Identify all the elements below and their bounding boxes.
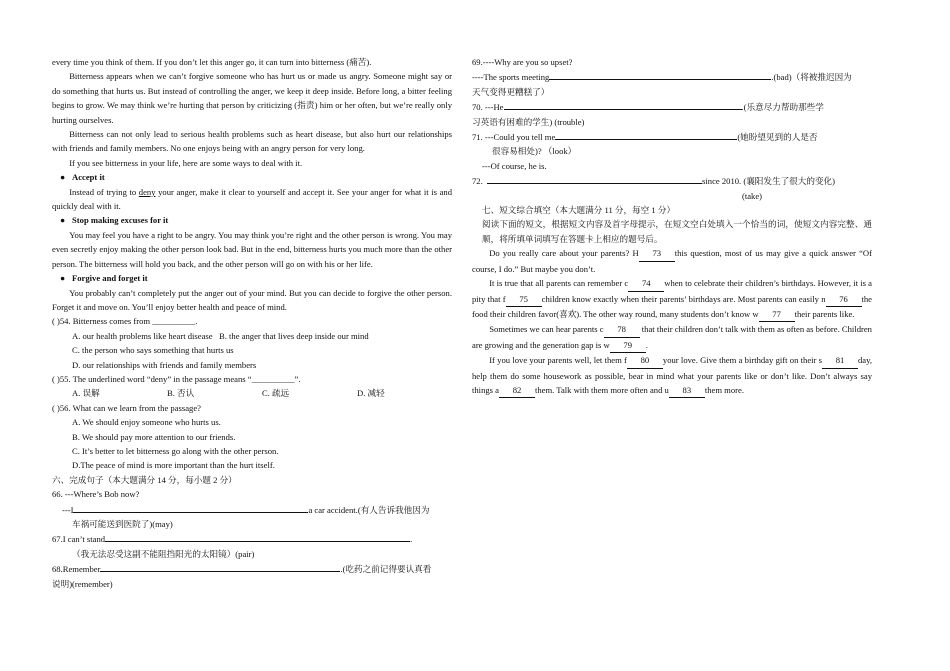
question-70: 70. ---He .(乐意尽力帮助那些学 <box>472 99 872 114</box>
bullet-heading: ● Forgive and forget it <box>52 271 452 285</box>
options-row <box>52 386 452 400</box>
cloze-paragraph: It is true that all parents can remember c 74 when to celebrate their children’s birthdays. However, it is a pity that f 75 children know exactly when their parents’ birthdays are. Most parents can easily n 76 the food their children favor(喜欢). The other way round, many students don’t know w 77 their parents like. <box>472 276 872 322</box>
option: C. 疏远 <box>262 388 290 399</box>
option: C. It’s better to let bitterness go along with the other person. <box>72 445 279 456</box>
question-69-answer: ----The sports meeting .(bad)（将被推迟因为 <box>472 69 872 84</box>
right-column <box>472 55 872 398</box>
answer-blank[interactable] <box>73 502 308 513</box>
question-hint: 习英语有困难的学生) (trouble) <box>472 116 585 127</box>
bullet-icon: ● <box>60 215 66 226</box>
left-column <box>52 55 452 591</box>
cloze-paragraph: If you love your parents well, let them f 80 your love. Give them a birthday gift on their s 81 day, help them do some housework as possible, bear in mind what your parents like or don’t like. Don’t always say things a 82 them. Talk with them more often and u 83 them more. <box>472 353 872 398</box>
option: A. 误解 <box>72 388 100 399</box>
question-72: 72. since 2010. (襄阳发生了很大的变化) <box>472 173 872 188</box>
passage-paragraph: You probably can’t completely put the anger out of your mind. But you can decide to forgive the other person. Forget it and move on. You’ll enjoy better health and peace of mind. <box>52 287 452 312</box>
blank-81[interactable]: 81 <box>822 353 858 368</box>
answer-blank[interactable] <box>105 531 410 542</box>
blank-82[interactable]: 82 <box>499 383 535 398</box>
option: B. 否认 <box>167 388 195 399</box>
passage-paragraph: Bitterness can not only lead to serious health problems such as heart disease, but also hurt our relationships with friends and family members. No one enjoys being with an angry person for very long. <box>52 129 452 154</box>
passage-paragraph: Instead of trying to deny your anger, make it clear to yourself and accept it. See your anger for what it is and quickly deal with it. <box>52 186 452 212</box>
question-hint: 天气变得更糟糕了） <box>472 86 550 97</box>
question-71-reply: ---Of course, he is. <box>482 160 547 171</box>
question-54: ( )54. Bitterness comes from __________. <box>52 316 198 327</box>
instructions: 阅读下面的短文，根据短文内容及首字母提示，在短文空白处填入一个恰当的词，使短文内容完整、通顺，将所填单词填写在答题卡上相应的题号后。 <box>482 219 872 244</box>
blank-73[interactable]: 73 <box>639 246 675 261</box>
passage-paragraph: every time you think of them. If you don’t let this anger go, it can turn into bitterness (痛苦). <box>52 57 372 67</box>
option: B. We should pay more attention to our friends. <box>72 431 236 442</box>
bullet-icon: ● <box>60 273 66 284</box>
blank-78[interactable]: 78 <box>604 322 640 337</box>
answer-blank[interactable] <box>504 99 742 110</box>
option: D. 减轻 <box>357 388 385 399</box>
question-66: 66. ---Where’s Bob now? <box>52 489 140 500</box>
question-66-answer: ---I a car accident.(有人告诉我他因为 <box>52 502 452 517</box>
passage-paragraph: Bitterness appears when we can’t forgive someone who has hurt us or made us angry. Someone might say or do something that hurts us. But instead of controlling the anger, we keep it deep inside. Before long, a bitter feeling begins to grow. We may think we’re hurting that person by criticizing (指责) him or her often, but we’re really only hurting ourselves. <box>52 71 452 125</box>
question-55: ( )55. The underlined word “deny” in the passage means “__________”. <box>52 373 301 384</box>
option: A. our health problems like heart disease B. the anger that lives deep inside our mind <box>72 330 369 341</box>
section-heading: 七、短文综合填空（本大题满分 11 分，每空 1 分） <box>482 205 676 216</box>
bullet-heading: ● Stop making excuses for it <box>52 213 452 227</box>
question-hint: 说明)(remember) <box>52 578 113 589</box>
blank-79[interactable]: 79 <box>610 338 646 353</box>
answer-blank[interactable] <box>487 173 702 184</box>
blank-80[interactable]: 80 <box>627 353 663 368</box>
cloze-paragraph: Sometimes we can hear parents c 78 that their children don’t talk with them as often as before. Children are growing and the generation gap is w 79 . <box>472 322 872 353</box>
option: A. We should enjoy someone who hurts us. <box>72 417 221 428</box>
question-69: 69.----Why are you so upset? <box>472 57 573 67</box>
answer-blank[interactable] <box>549 69 771 80</box>
question-71: 71. ---Could you tell me (她盼望见到的人是否 <box>472 129 872 144</box>
question-68: 68.Remember .(吃药之前记得要认真看 <box>52 561 452 576</box>
option: D. our relationships with friends and family members <box>72 359 257 370</box>
blank-74[interactable]: 74 <box>628 276 664 291</box>
blank-75[interactable]: 75 <box>506 292 542 307</box>
option: D.The peace of mind is more important than the hurt itself. <box>72 460 275 471</box>
question-67: 67.I can’t stand . <box>52 531 452 546</box>
question-56: ( )56. What can we learn from the passage? <box>52 402 201 413</box>
option: C. the person who says something that hurts us <box>72 345 234 356</box>
question-hint: 很容易相处)? （look） <box>492 146 577 157</box>
question-hint: 车祸可能送到医院了)(may) <box>72 519 173 529</box>
answer-blank[interactable] <box>555 129 737 140</box>
blank-83[interactable]: 83 <box>669 383 705 398</box>
answer-blank[interactable] <box>100 561 340 572</box>
cloze-paragraph: Do you really care about your parents? H 73 this question, most of us may give a quick answer “Of course, I do.” But maybe you don’t. <box>472 248 873 274</box>
question-hint: （我无法忍受这副不能阻挡阳光的太阳镜）(pair) <box>72 548 255 559</box>
bullet-heading: ● Accept it <box>52 170 452 184</box>
question-hint: (take) <box>741 190 763 201</box>
blank-77[interactable]: 77 <box>759 307 795 322</box>
passage-paragraph: If you see bitterness in your life, here are some ways to deal with it. <box>69 157 303 168</box>
section-heading: 六、完成句子（本大题满分 14 分，每小题 2 分） <box>52 474 237 485</box>
bullet-icon: ● <box>60 172 66 183</box>
underlined-word: deny <box>138 186 156 197</box>
blank-76[interactable]: 76 <box>826 292 862 307</box>
passage-paragraph: You may feel you have a right to be angry. You may think you’re right and the other person is wrong. You may even secretly enjoy making the other person look bad. But in the end, bitterness hurts you much more than the other person. The bitterness will hold you back, and the other person will go on with his or her life. <box>52 229 452 269</box>
